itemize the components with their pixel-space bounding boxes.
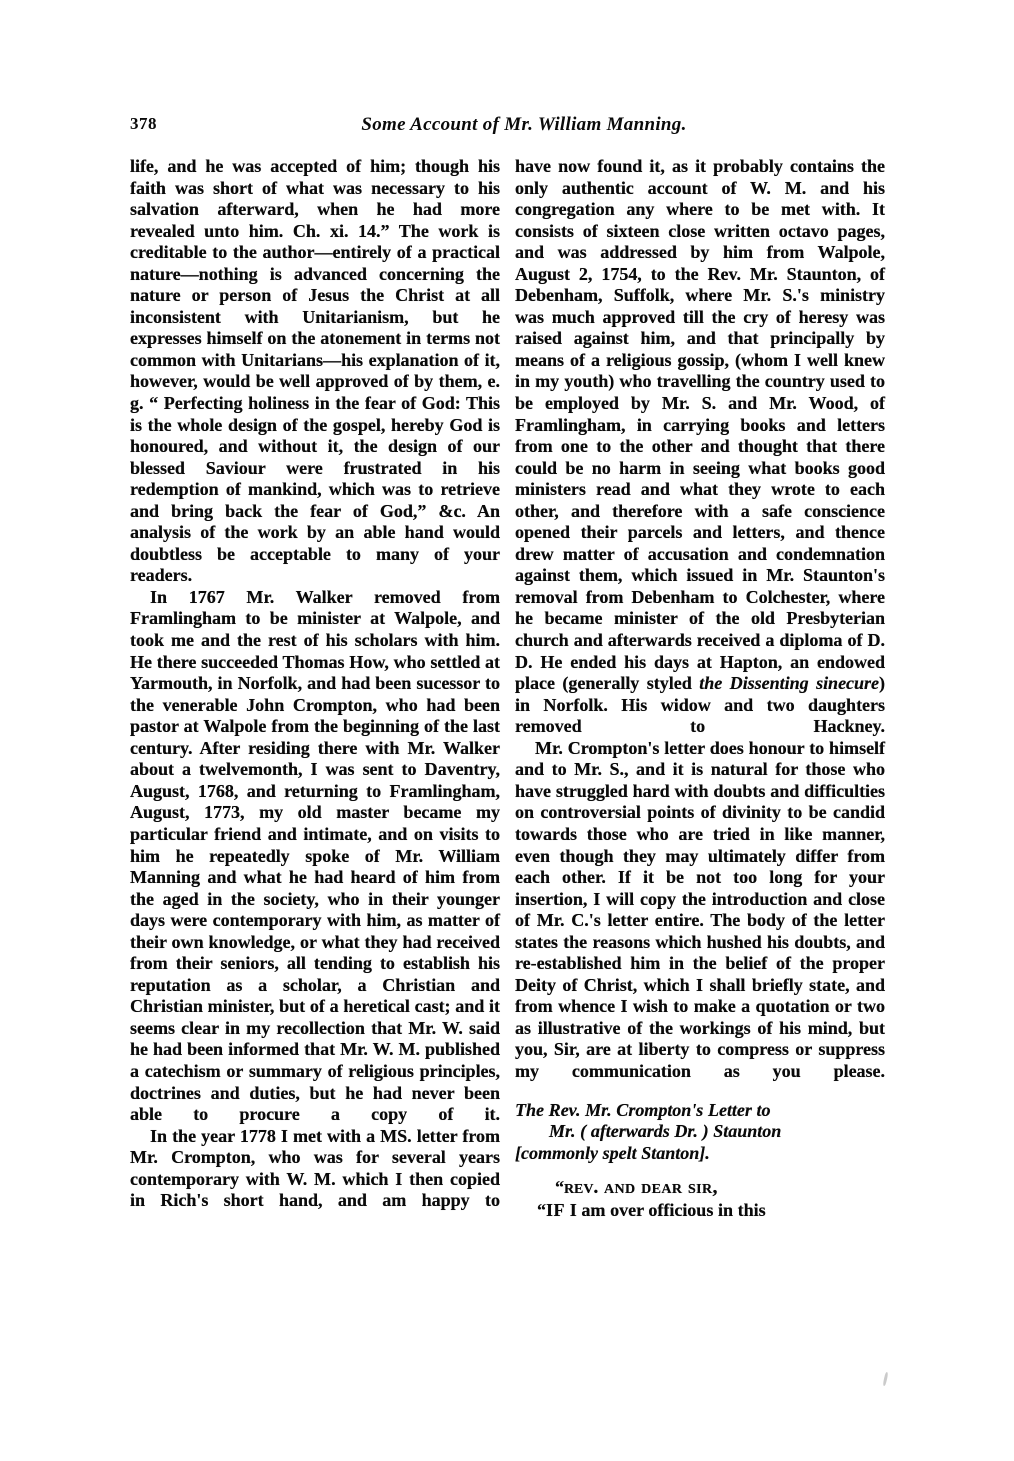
opening-text: I am over officious in this	[565, 1199, 766, 1220]
running-title: Some Account of Mr. William Manning.	[361, 114, 687, 135]
paragraph: In 1767 Mr. Walker removed from Framlingham to be minister at Walpole, and took me and the rest of his scholars with him. He there succeeded Thomas How, who settled at Yarmouth, in Norfolk, and had been sucessor to the venerable John Crompton, who had been pastor at Walpole from the beginning of the last century. After residing there with Mr. Walker about a twelvemonth, I was sent to Daventry, August, 1768, and returning to Framlingham, August, 1773, my old master became my particular friend and intimate, and on visits to him he repeatedly spoke of Mr. William Manning and what he had heard of him from the aged in the society, who in their younger days were contemporary with him, as matter of their own knowledge, or what they had received from their seniors, all tending to establish his reputation as a scholar, a Christian and Christian minister, but of a heretical cast; and it seems clear in my recollection that Mr. W. said he had been informed that Mr. W. M. published a catechism or summary of religious principles, doctrines and duties, but he had never been able to procure a copy of it.	[130, 586, 500, 1125]
salutation-rev: rev.	[564, 1176, 599, 1199]
open-quote: “	[537, 1199, 546, 1220]
letter-heading	[515, 1100, 885, 1165]
open-quote: “	[555, 1177, 564, 1198]
letter-heading-line-1: The Rev. Mr. Crompton's Letter to	[515, 1099, 771, 1120]
letter-heading-line-2: Mr. ( afterwards Dr. ) Staunton	[549, 1121, 782, 1142]
column-left	[130, 156, 500, 1212]
paragraph-text: have now found it, as it probably contains the only authentic account of W. M. and his congregation any where to be met with. It consists of sixteen close written octavo pages, and was addressed by him from Walpole, August 2, 1754, to the Rev. Mr. Staunton, of Debenham, Suffolk, where Mr. S.'s ministry was much approved till the cry of heresy was raised against him, and that principally by means of a religious gossip, (whom I well knew in my youth) who travelling the country used to be employed by Mr. S. and Mr. Wood, of Framlingham, in carrying books and letters from one to the other and thought that there could be no harm in seeing what books good ministers read and what they wrote to each other, and therefore with a safe conscience opened their parcels and letters, and thence drew matter of accusation and condemnation against them, which issued in Mr. Staunton's removal from Debenham to Colchester, where he became minister of the old Presbyterian church and afterwards received a diploma of D. D. He ended his days at Hapton, an endowed place (generally styled	[515, 156, 885, 694]
paragraph: Mr. Crompton's letter does honour to himself and to Mr. S., and it is natural for those who have struggled hard with doubts and difficulties on controversial points of divinity to be candid towards those who are tried in like manner, even though they may ultimately differ from each other. If it be not too long for your insertion, I will copy the introduction and close of Mr. C.'s letter entire. The body of the letter states the reasons which hushed his doubts, and re-established him in the belief of the proper Deity of Christ, which I shall briefly state, and from whence I wish to make a quotation or two as illustrative of the workings of his mind, but you, Sir, are at liberty to compress or suppress my communication as you please.	[515, 737, 885, 1081]
letter-heading-line-3: [commonly spelt Stanton].	[515, 1142, 710, 1163]
opening-dropcap: IF	[546, 1199, 566, 1220]
paragraph-tail: ) in Norfolk. His widow and two daughters removed to Hackney.	[515, 673, 886, 737]
page-number: 378	[130, 114, 157, 133]
salutation-and-word: and	[603, 1176, 636, 1199]
paragraph: In the year 1778 I met with a MS. letter from Mr. Crompton, who was for several years contemporary with W. M. which I then copied in Rich's short hand, and am happy to	[130, 1125, 500, 1211]
scan-artifact	[883, 1372, 889, 1386]
running-head	[130, 114, 870, 140]
paragraph: life, and he was accepted of him; though his faith was short of what was necessary to his salvation afterward, when he had more revealed unto him. Ch. xi. 14.” The work is creditable to the author—entirely of a practical nature—nothing is advanced concerning the nature or person of Jesus the Christ at all inconsistent with Unitarianism, but he expresses himself on the atonement in terms not common with Unitarians—his explanation of it, however, would be well approved of by them, e. g. “ Perfecting holiness in the fear of God: This is the whole design of the gospel, hereby God is honoured, and without it, the design of our blessed Saviour were frustrated in his redemption of mankind, which was to retrieve and bring back the fear of God,” &c. An analysis of the work by an able hand would doubtless be acceptable to many of your readers.	[130, 156, 500, 586]
column-right	[515, 156, 885, 1221]
letter-salutation	[515, 1177, 885, 1199]
letter-opening-line	[515, 1200, 885, 1222]
paragraph	[515, 156, 885, 738]
sinecure-italic-phrase: the Dissenting sinecure	[699, 673, 880, 694]
salutation-dear-sir: dear sir,	[641, 1176, 718, 1199]
